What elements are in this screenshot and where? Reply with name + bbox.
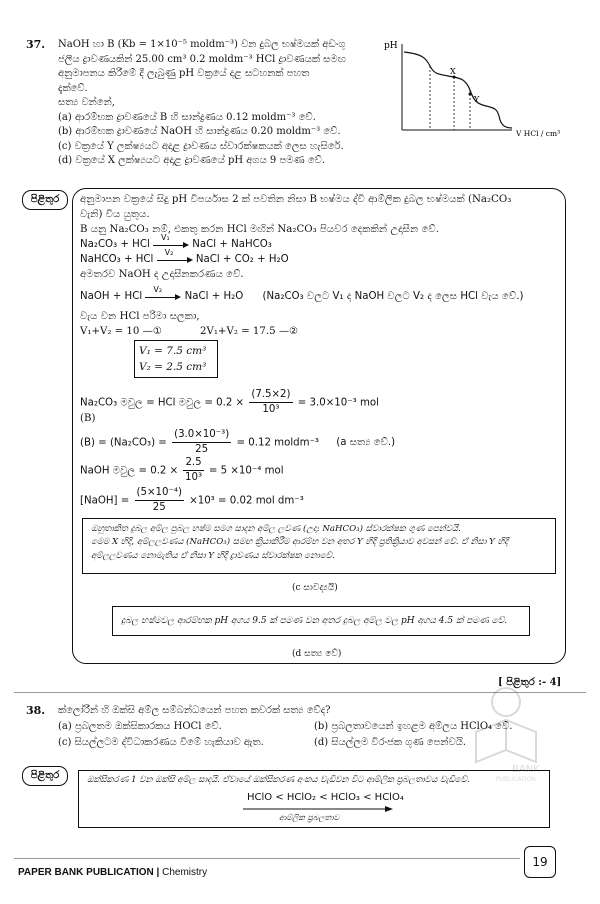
- equation-1: V₁+V₂ = 10 —①: [80, 326, 162, 337]
- acid-order: HClO < HClO₂ < HClO₃ < HClO₄: [247, 792, 404, 803]
- d-true-label: (d සත්‍ය වේ): [292, 649, 342, 659]
- answer-tag-38: පිළිතුර: [22, 766, 68, 786]
- footer-separator: |: [156, 867, 160, 878]
- option-c: (c) වක්‍රයේ Y ලක්ෂ්‍යයට අදාළ ද්‍රාවණය ස්වාරක්ෂකයක් ලෙස හැසිරේ.: [58, 140, 344, 152]
- q37-line: අනුමාපනය කිරීමේ දී ලැබුණු pH වක්‍රයේ දළ සටහනක් පහත: [58, 68, 310, 79]
- ans37-line2: වැනි) විය යුතුය.: [80, 209, 150, 220]
- q37-line: දැක්වේ.: [58, 82, 88, 94]
- v2-value: V₂ = 2.5 cm³: [139, 361, 207, 374]
- b-label: (B): [80, 413, 96, 424]
- equation-2: 2V₁+V₂ = 17.5 —②: [200, 326, 299, 337]
- ans37-line5: වැය වන HCl පරිමා සලකා,: [80, 311, 200, 322]
- q38-option-c: (c) සියල්ලටම ද්විධාකරණය වීමේ හැකියාව ඇත.: [58, 737, 264, 748]
- ph-curve-line: [404, 52, 512, 128]
- graph-ylabel: pH: [384, 41, 398, 51]
- fraction: $\frac{(7.5\times 2)}{\text{10³}}$: [251, 389, 291, 415]
- footer: [18, 866, 207, 880]
- reaction-1-products: NaCl + NaHCO₃: [192, 239, 272, 250]
- mol-naoh: NaOH මවුල = 0.2 × $\frac{2.5}{\text{10³}}$ = 5 ×10⁻⁴ mol: [80, 457, 284, 483]
- fraction: $\frac{2.5}{\text{10³}}$: [185, 457, 203, 483]
- reaction-3-reactants: NaOH + HCl: [80, 291, 143, 302]
- mol-na2co3: Na₂CO₃ මවුල = HCl මවුල = 0.2 × $\frac{(7.5\times 2)}{\text{10³}}$ = 3.0×10⁻³ mol: [80, 389, 379, 415]
- reaction-arrow: V₂: [145, 291, 181, 301]
- reaction-3: [80, 285, 524, 304]
- ans37-line4: අමතරව NaOH ද උදාසීනකරණය වේ.: [80, 269, 244, 280]
- reaction-3-note: (Na₂CO₃ වලට V₁ ද NaOH වලට V₂ ද ලෙස HCl වැය වේ.): [262, 291, 524, 302]
- watermark-text-2: PUBLICATION: [496, 776, 536, 782]
- q38-option-d: (d) සියල්ලම විරංජක ගුණ පෙන්වයි.: [314, 737, 467, 748]
- graph-point-y: Y: [474, 95, 480, 104]
- question-38-text: ක්ලෝරීන් හි ඔක්සි අම්ල සම්බන්ධයෙන් පහත කවරක් සත්‍ය වේද?: [58, 705, 331, 716]
- volume-result-box: [134, 340, 218, 378]
- option-a: (a) ආරම්භක ද්‍රාවණයේ B හි සාන්ද්‍රණය 0.12 moldm⁻³ වේ.: [58, 111, 316, 123]
- note-ph: දුබල භෂ්මවල ආරම්භක pH අගය 9.5 ක් පමණ වන අතර දුබල අම්ල වල pH අගය 4.5 ක් පමණ වේ.: [112, 606, 530, 636]
- ans37-line3: B යනු Na₂CO₃ නම්, එකතු කරන HCl මඟින් Na₂CO₃ පියවර දෙකකින් උදාසීන වේ.: [80, 224, 439, 235]
- q37-line: සත්‍ය වන්නේ,: [58, 97, 115, 108]
- option-d: (d) වක්‍රයේ X ලක්ෂ්‍යයට අදාළ ද්‍රාවණයේ pH අගය 9 පමණ වේ.: [58, 155, 326, 166]
- strength-label: ආම්ලික ප්‍රබලතාව: [279, 813, 340, 822]
- publisher-logo-watermark: [456, 672, 556, 782]
- reaction-3-products: NaCl + H₂O: [184, 291, 244, 302]
- page-number: 19: [524, 846, 556, 878]
- q38-option-b: (b) ප්‍රබලතාවයෙන් ඉහළම අම්ලය HClO₄ වේ.: [314, 721, 513, 732]
- watermark-text-1: BANK: [512, 764, 540, 775]
- note-buffer: ඔහුතාකිත දුබල අම්ල පුබල හෂ්ම සමග සාදන අම්ල ලවණ (උදා: NaHCO₃) ස්වාරක්ෂක ගුණ පෙන්වයි. මෙම X හිදී, අම්ලලවණය (NaHCO₃) සමඟ ක්‍රියාකිරීම ආරම්භ වන අතර Y හිදී ප්‍රතික්‍රියාව අවසන් වේ. ඒ නිසා Y හිදී අම්ලලවණය නොමැතිය ඒ නිසා Y හිදී ද්‍රාවණය ස්වාරක්ෂක නොවේ.: [82, 518, 556, 574]
- graph-xlabel: V HCl / cm³: [516, 129, 561, 138]
- strength-arrow: [243, 805, 393, 813]
- v1-value: V₁ = 7.5 cm³: [139, 345, 207, 357]
- fraction: $\frac{\text{(5×10⁻⁴)}}{25}$: [136, 487, 182, 513]
- ph-titration-curve: [382, 36, 582, 146]
- question-37-body: [58, 38, 378, 169]
- footer-publisher: PAPER BANK PUBLICATION: [18, 867, 154, 878]
- q37-line: NaOH හා B (Kb = 1×10⁻⁵ moldm⁻³) වන දුබල භෂ්මයක් අඩංගු: [58, 39, 346, 50]
- q37-line: ජලීය ද්‍රාවණයකින් 25.00 cm³ 0.2 moldm⁻³ HCl ද්‍රාවණයක් සමඟ: [58, 53, 346, 65]
- footer-subject: Chemistry: [162, 867, 208, 878]
- c-false-label: (c සාවද්‍යයි): [292, 583, 338, 593]
- conc-naoh: [NaOH] = $\frac{\text{(5×10⁻⁴)}}{25}$ ×10³ = 0.02 mol dm⁻³: [80, 487, 304, 513]
- reaction-1-reactants: Na₂CO₃ + HCl: [80, 239, 150, 250]
- answer-reference: [ පිළිතුර :- 4]: [498, 677, 562, 688]
- option-b: (b) ආරම්භක ද්‍රාවණයේ NaOH හි සාන්ද්‍රණය 0.20 moldm⁻³ වේ.: [58, 126, 341, 137]
- reaction-arrow: V₂: [157, 254, 193, 264]
- answer-tag-37: පිළිතුර: [22, 190, 68, 210]
- reaction-arrow: V₁: [153, 239, 189, 249]
- ans38-line1: ඔක්සිකරණ 1 වන ඔක්සි අම්ල සාදයි. ඒවායේ ඔක්සිකරණ අංකය වැඩිවන විට ආම්ලික ප්‍රබලතාවය වැඩිවේ.: [87, 775, 470, 785]
- reaction-1: [80, 233, 272, 252]
- reaction-2-products: NaCl + CO₂ + H₂O: [195, 254, 289, 265]
- footer-rule: [14, 858, 520, 859]
- question-37-number: 37.: [26, 38, 46, 51]
- reaction-2-reactants: NaHCO₃ + HCl: [80, 254, 154, 265]
- reaction-2: [80, 248, 289, 267]
- ans37-line1: අනුමාපන වක්‍රයේ සිදු pH විපර්යාස 2 ක් පවතින නිසා B භෂ්මය ද්වි ආම්ලික දුබල භෂ්මයක් (Na₂CO₃: [80, 194, 512, 205]
- graph-point-x: X: [450, 67, 456, 76]
- q38-option-a: (a) ප්‍රබලතම ඔක්සිකාරකය HOCl වේ.: [58, 721, 222, 732]
- question-38-number: 38.: [26, 704, 46, 717]
- fraction: $\frac{\text{(3.0×10⁻³)}}{25}$: [174, 429, 230, 455]
- q37-options: [58, 111, 378, 169]
- conc-b: (B) = (Na₂CO₃) = $\frac{\text{(3.0×10⁻³)}}{25}$ = 0.12 moldm⁻³ (a සත්‍ය වේ.): [80, 429, 396, 455]
